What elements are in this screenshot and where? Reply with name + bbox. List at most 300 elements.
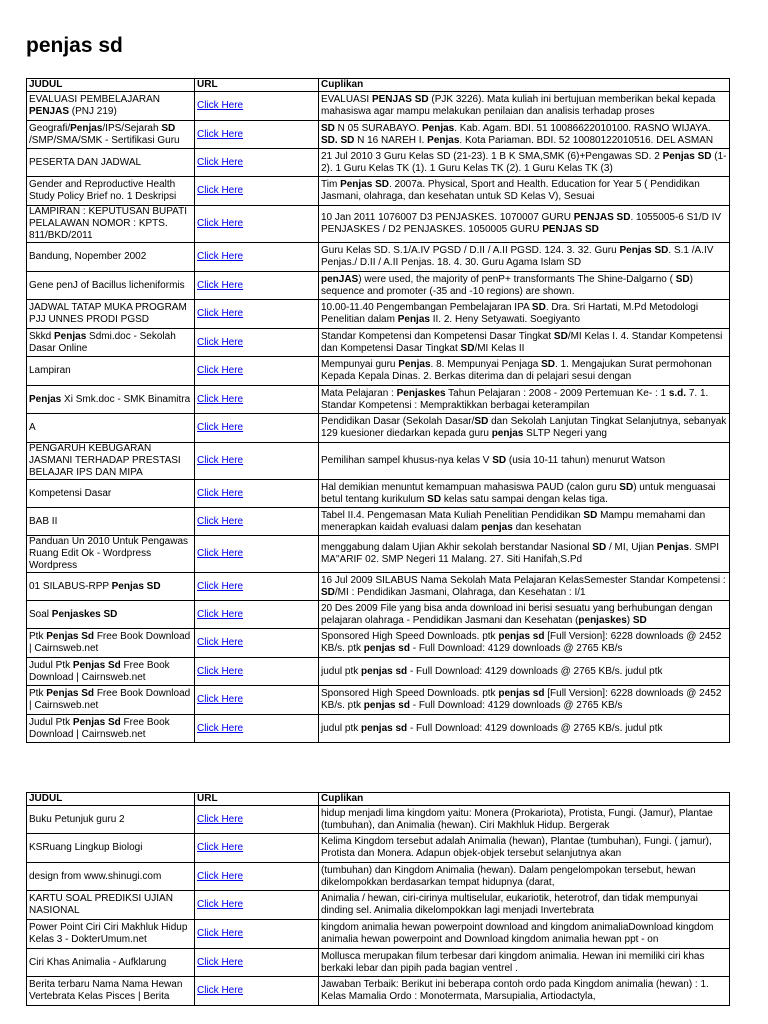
text-run: Judul Ptk — [29, 716, 73, 728]
cell-judul — [27, 121, 195, 149]
cell-cuplikan — [319, 806, 730, 834]
table-row — [27, 480, 730, 508]
text-run: SLTP Negeri yang — [523, 428, 607, 439]
text-run: design from www.shinugi.com — [29, 870, 162, 882]
cell-judul — [27, 92, 195, 121]
text-run: . 1055005-6 S1/D IV PENJASKES / D2 PENJASKES. 1050005 GURU — [321, 212, 722, 235]
click-here-link[interactable]: Click Here — [197, 185, 244, 196]
cell-url — [195, 536, 319, 573]
text-run: Bandung, Nopember 2002 — [29, 251, 147, 262]
text-run: 10.00-11.40 Pengembangan Pembelajaran IPA — [321, 302, 532, 313]
table-row — [27, 573, 730, 601]
table-row — [27, 536, 730, 573]
table-row — [27, 863, 730, 891]
cell-cuplikan — [319, 92, 730, 121]
text-run: SD — [632, 614, 647, 626]
header-url: URL — [195, 793, 319, 806]
click-here-link[interactable]: Click Here — [197, 870, 244, 882]
text-run: . 8. Mempunyai Penjaga — [430, 359, 542, 370]
text-run: Standar Kompetensi dan Kompetensi Dasar Tingkat — [321, 330, 554, 342]
text-run: BAB II — [29, 515, 58, 527]
text-run: . 2007a. Physical, Sport and Health. Education for Year 5 ( Pendidikan Jasmani, olahraga, dan kesehatan untuk SD Kelas V), Sesuai — [321, 179, 700, 202]
text-run: SD — [553, 330, 568, 342]
table-row — [27, 443, 730, 480]
text-run: - Full Download: 4129 downloads @ 2765 KB/s. judul ptk — [407, 722, 663, 734]
cell-judul — [27, 806, 195, 834]
text-run: . Dra. Sri Hartati, M.Pd Metodologi Penelitian dalam — [321, 302, 699, 325]
text-run: penjas sd — [498, 688, 545, 699]
text-run: Penjas SD — [662, 150, 712, 162]
click-here-link[interactable]: Click Here — [197, 899, 244, 910]
text-run: penjas — [481, 521, 513, 533]
text-run: Penjas — [54, 330, 87, 342]
cell-cuplikan — [319, 863, 730, 891]
cell-judul — [27, 658, 195, 686]
text-run: KARTU SOAL PREDIKSI UJIAN NASIONAL — [29, 893, 173, 916]
cell-url — [195, 834, 319, 863]
text-run: Pendidikan Dasar (Sekolah Dasar/ — [321, 416, 475, 427]
text-run: A — [29, 422, 36, 433]
table-row — [27, 891, 730, 920]
text-run: penjas — [491, 428, 524, 439]
page-title: penjas sd — [26, 34, 123, 57]
text-run: 10 Jan 2011 1076007 D3 PENJASKES. 1070007 GURU — [321, 212, 574, 223]
text-run: Lampiran — [29, 365, 71, 376]
cell-url — [195, 686, 319, 715]
click-here-link[interactable]: Click Here — [197, 487, 244, 499]
text-run: Penjas Sd — [46, 688, 95, 699]
text-run: Gender and Reproductive Health Study Policy Brief no. 1 Deskripsi — [29, 179, 177, 202]
text-run: (tumbuhan) dan Kingdom Animalia (hewan). Dalam pengelompokan tersebut, hewan dikelompokkan berdasarkan tempat hidupnya (darat, — [321, 864, 696, 888]
text-run: /MI : Pendidikan Jasmani, Olahraga, dan Kesehatan : I/1 — [334, 586, 586, 598]
text-run: LAMPIRAN : KEPUTUSAN BUPATI PELALAWAN NOMOR : KPTS. 811/BKD/2011 — [29, 206, 187, 241]
text-run: Ptk — [29, 631, 47, 642]
click-here-link[interactable]: Click Here — [197, 100, 244, 111]
cell-cuplikan — [319, 536, 730, 573]
cell-judul — [27, 329, 195, 357]
text-run: 21 Jul 2010 3 Guru Kelas SD (21-23). 1 B K SMA,SMK (6)+Pengawas SD. 2 — [321, 150, 663, 162]
text-run: Penjas — [427, 134, 460, 146]
text-run: Sponsored High Speed Downloads. ptk — [321, 631, 499, 642]
cell-url — [195, 357, 319, 386]
text-run: Mata Pelajaran : — [321, 387, 397, 399]
text-run: - Full Download: 4129 downloads @ 2765 KB/s — [409, 700, 623, 711]
table-row — [27, 601, 730, 629]
cell-cuplikan — [319, 386, 730, 414]
text-run: SD — [531, 302, 546, 313]
text-run: Xi Smk.doc - SMK Binamitra — [61, 393, 191, 405]
cell-judul — [27, 300, 195, 329]
cell-url — [195, 977, 319, 1006]
cell-judul — [27, 206, 195, 243]
text-run: II. 2. Heny Setyawati. Soegiyanto — [429, 314, 581, 325]
table-row — [27, 414, 730, 443]
cell-url — [195, 243, 319, 272]
cell-url — [195, 206, 319, 243]
cell-cuplikan — [319, 272, 730, 300]
cell-url — [195, 508, 319, 536]
text-run: Animalia / hewan, ciri-cirinya multiselular, eukariotik, heterotrof, dan tidak mempunyai dinding sel. Animalia dikelompokkan lagi menjadi Invertebrata — [321, 893, 698, 916]
text-run: . Kota Pariaman. BDI. 52 10080122010516. DEL ASMAN — [459, 134, 714, 146]
cell-url — [195, 573, 319, 601]
table-row — [27, 629, 730, 658]
text-run: - Full Download: 4129 downloads @ 2765 KB/s — [409, 643, 623, 654]
text-run: judul ptk — [321, 665, 362, 677]
text-run: penjaskes — [578, 614, 627, 626]
text-run: SD — [675, 273, 690, 285]
table-row — [27, 715, 730, 743]
cell-judul — [27, 977, 195, 1006]
cell-cuplikan — [319, 121, 730, 149]
header-cuplikan: Cuplikan — [319, 793, 730, 806]
cell-url — [195, 329, 319, 357]
cell-url — [195, 386, 319, 414]
text-run: SD — [541, 359, 556, 370]
table-row — [27, 357, 730, 386]
table-row — [27, 806, 730, 834]
text-run: dan Sekolah Lanjutan Tingkat Selanjutnya, sebanyak 129 kuesioner diedarkan kepada guru — [321, 416, 727, 439]
text-run: Buku Petunjuk guru 2 — [29, 813, 125, 825]
text-run: Kompetensi Dasar — [29, 487, 112, 499]
text-run: penjas sd — [361, 722, 408, 734]
cell-cuplikan — [319, 658, 730, 686]
text-run: Free Book Download | Cairnsweb.net — [29, 716, 170, 740]
click-here-link[interactable]: Click Here — [197, 694, 244, 705]
text-run: SD. SD — [321, 134, 355, 146]
cell-cuplikan — [319, 329, 730, 357]
text-run: Sdmi.doc - Sekolah Dasar Online — [29, 330, 176, 354]
cell-url — [195, 414, 319, 443]
cell-url — [195, 149, 319, 177]
text-run: Penjas — [29, 393, 62, 405]
text-run: (PNJ 219) — [69, 106, 117, 117]
text-run: Soal — [29, 608, 52, 620]
cell-judul — [27, 686, 195, 715]
cell-judul — [27, 920, 195, 949]
results-table-1 — [26, 78, 730, 743]
text-run: Penjas — [397, 314, 430, 325]
cell-url — [195, 601, 319, 629]
cell-cuplikan — [319, 686, 730, 715]
table-row — [27, 949, 730, 977]
cell-url — [195, 177, 319, 206]
text-run: SD — [427, 493, 442, 505]
text-run: s.d. — [668, 387, 687, 399]
text-run: penjas sd — [363, 643, 410, 654]
click-here-link[interactable]: Click Here — [197, 128, 244, 140]
text-run: N 05 SURABAYO. — [334, 122, 422, 134]
table-header-row — [27, 79, 730, 92]
text-run: Sponsored High Speed Downloads. ptk — [321, 688, 499, 699]
text-run: menggabung dalam Ujian Akhir sekolah berstandar Nasional — [321, 542, 593, 553]
text-run: Mempunyai guru — [321, 359, 399, 370]
cell-judul — [27, 508, 195, 536]
text-run: . S.1 /A.IV Penjas./ D.II / A.II Penjas. 18. 4. 30. Guru Agama Islam SD — [321, 245, 714, 268]
text-run: SD — [592, 542, 607, 553]
text-run: ) sequence and promoter (-35 and -10 regions) are shown. — [321, 273, 693, 297]
text-run: Penjas Sd — [72, 716, 121, 728]
text-run: Panduan Un 2010 Untuk Pengawas Ruang Edit Ok - Wordpress Wordpress — [29, 536, 189, 571]
text-run: ) untuk menguasai betul tentang kurikulum — [321, 481, 716, 505]
cell-judul — [27, 573, 195, 601]
cell-judul — [27, 834, 195, 863]
text-run: SD — [161, 122, 176, 134]
table-row — [27, 300, 730, 329]
cell-cuplikan — [319, 300, 730, 329]
text-run: Penjas SD — [111, 580, 161, 592]
click-here-link[interactable]: Click Here — [197, 985, 244, 996]
cell-judul — [27, 629, 195, 658]
click-here-link[interactable]: Click Here — [197, 365, 244, 376]
text-run: Penjaskes — [396, 387, 446, 399]
click-here-link[interactable]: Click Here — [197, 251, 244, 262]
text-run: Penjas — [656, 542, 690, 553]
table-row — [27, 272, 730, 300]
table-row — [27, 508, 730, 536]
text-run: penjas sd — [498, 631, 545, 642]
text-run: Mollusca merupakan filum terbesar dari kingdom animalia. Hewan ini memiliki ciri khas berkaki lebar dan pipih pada bagian ventrel . — [321, 950, 705, 974]
cell-url — [195, 92, 319, 121]
table-header-row — [27, 793, 730, 806]
table-row — [27, 206, 730, 243]
text-run: Tahun Pelajaran : 2008 - 2009 Pertemuan Ke- : 1 — [445, 387, 669, 399]
cell-cuplikan — [319, 357, 730, 386]
click-here-link[interactable]: Click Here — [197, 956, 244, 968]
click-here-link[interactable]: Click Here — [197, 393, 244, 405]
text-run: [Full Version]: 6228 downloads @ 2452 KB/s. ptk — [321, 631, 722, 654]
text-run: kelas satu sampai dengan kelas tiga. — [441, 493, 608, 505]
cell-url — [195, 443, 319, 480]
text-run: Penjas — [421, 122, 455, 134]
text-run: dan kesehatan — [512, 521, 582, 533]
cell-cuplikan — [319, 177, 730, 206]
text-run: - Full Download: 4129 downloads @ 2765 KB/s. judul ptk — [407, 665, 663, 677]
text-run: SD — [460, 342, 475, 354]
text-run: Penjaskes SD — [51, 608, 118, 620]
text-run: /MI Kelas I. 4. Standar Kompetensi dan Kompetensi Dasar Tingkat — [321, 330, 723, 354]
text-run: 20 Des 2009 File yang bisa anda download ini berisi sesuatu yang berhubungan dengan pelajaran olahraga - Pendidikan Jasmani dan Kesehatan ( — [321, 602, 713, 626]
text-run: / MI, Ujian — [606, 542, 657, 553]
text-run: . Kab. Agam. BDI. 51 10086622010100. RASNO WIJAYA. — [454, 122, 711, 134]
table-row — [27, 686, 730, 715]
text-run: Guru Kelas SD. S.1/A.IV PGSD / D.II / A.II PGSD. 124. 3. 32. Guru — [321, 245, 620, 256]
text-run: hidup menjadi lima kingdom yaitu: Monera (Prokariota), Protista, Fungi. (Jamur), Plantae (tumbuhan), dan Animalia (hewan). Ciri Makhluk Hidup. Bergerak — [321, 807, 713, 831]
text-run: (1-2). 1 Guru Kelas TK (1). 1 Guru Kelas TK (2). 1 Guru Kelas TK (3) — [321, 150, 727, 174]
cell-judul — [27, 949, 195, 977]
text-run: Mampu memahami dan menerapkan kaidah evaluasi dalam — [321, 509, 706, 533]
cell-cuplikan — [319, 601, 730, 629]
cell-cuplikan — [319, 243, 730, 272]
cell-cuplikan — [319, 949, 730, 977]
text-run: Hal demikian menuntut kemampuan mahasiswa PAUD (calon guru — [321, 481, 620, 493]
text-run: PENJAS SD — [573, 212, 631, 223]
cell-judul — [27, 536, 195, 573]
click-here-link[interactable]: Click Here — [197, 842, 244, 853]
text-run: Free Book Download | Cairnsweb.net — [29, 631, 191, 654]
text-run: KSRuang Lingkup Biologi — [29, 842, 143, 853]
click-here-link[interactable]: Click Here — [197, 608, 244, 620]
table-row — [27, 658, 730, 686]
cell-url — [195, 715, 319, 743]
click-here-link[interactable]: Click Here — [197, 665, 244, 677]
text-run: (usia 10-11 tahun) menurut Watson — [506, 455, 666, 466]
text-run: . SMPI MA"ARIF 02. SMP Negeri 11 Malang. 27. Siti Hanifah,S.Pd — [321, 542, 720, 565]
cell-judul — [27, 480, 195, 508]
text-run: Kelima Kingdom tersebut adalah Animalia (hewan), Plantae (tumbuhan), Fungi. ( jamur), Protista dan Monera. Adapun objek-objek tersebut selanjutnya akan — [321, 836, 712, 859]
text-run: /MI Kelas II — [474, 342, 525, 354]
cell-url — [195, 806, 319, 834]
cell-judul — [27, 177, 195, 206]
text-run: (PJK 3226). Mata kuliah ini bertujuan memberikan bekal kepada mahasiswa agar mampu melakukan penilaian dan analisis terhadap proses — [321, 94, 716, 117]
text-run: Tabel II.4. Pengemasan Mata Kuliah Penelitian Pendidikan — [321, 509, 584, 521]
text-run: [Full Version]: 6228 downloads @ 2452 KB/s. ptk — [321, 688, 722, 711]
header-cuplikan: Cuplikan — [319, 79, 730, 92]
click-here-link[interactable]: Click Here — [197, 308, 244, 319]
cell-cuplikan — [319, 149, 730, 177]
table-row — [27, 834, 730, 863]
cell-cuplikan — [319, 834, 730, 863]
click-here-link[interactable]: Click Here — [197, 722, 244, 734]
click-here-link[interactable]: Click Here — [197, 422, 244, 433]
text-run: /SMP/SMA/SMK - Sertifikasi Guru — [29, 134, 180, 146]
text-run: judul ptk — [321, 722, 362, 734]
cell-url — [195, 658, 319, 686]
table-row — [27, 386, 730, 414]
text-run: EVALUASI PEMBELAJARAN — [29, 94, 160, 105]
table-row — [27, 920, 730, 949]
cell-url — [195, 920, 319, 949]
text-run: Geografi/ — [29, 122, 71, 134]
table-row — [27, 121, 730, 149]
cell-judul — [27, 149, 195, 177]
cell-url — [195, 121, 319, 149]
text-run: PENJAS — [29, 106, 70, 117]
header-url: URL — [195, 79, 319, 92]
text-run: Tim — [321, 179, 341, 190]
cell-judul — [27, 601, 195, 629]
text-run: penjas sd — [363, 700, 410, 711]
text-run: penJAS — [321, 273, 359, 285]
text-run: penjas sd — [361, 665, 408, 677]
results-table-2 — [26, 792, 730, 1006]
cell-url — [195, 949, 319, 977]
click-here-link[interactable]: Click Here — [197, 580, 244, 592]
text-run: N 16 NAREH I. — [354, 134, 428, 146]
text-run: SD — [619, 481, 634, 493]
text-run: Penjas Sd — [72, 659, 121, 671]
click-here-link[interactable]: Click Here — [197, 156, 244, 168]
text-run: Penjas — [70, 122, 103, 134]
text-run: SD — [492, 455, 507, 466]
cell-judul — [27, 272, 195, 300]
text-run: Free Book Download | Cairnsweb.net — [29, 659, 170, 683]
cell-cuplikan — [319, 573, 730, 601]
text-run: SD — [321, 586, 335, 598]
cell-judul — [27, 443, 195, 480]
table-row — [27, 329, 730, 357]
click-here-link[interactable]: Click Here — [197, 637, 244, 648]
cell-judul — [27, 357, 195, 386]
table-row — [27, 977, 730, 1006]
table-row — [27, 243, 730, 272]
cell-cuplikan — [319, 977, 730, 1006]
cell-cuplikan — [319, 206, 730, 243]
cell-judul — [27, 715, 195, 743]
text-run: SD — [583, 509, 598, 521]
text-run: 01 SILABUS-RPP — [29, 580, 112, 592]
text-run: Gene penJ of Bacillus licheniformis — [29, 279, 185, 291]
cell-url — [195, 863, 319, 891]
cell-judul — [27, 863, 195, 891]
text-run: Penjas — [398, 359, 431, 370]
text-run: Penjas SD — [619, 245, 669, 256]
text-run: JADWAL TATAP MUKA PROGRAM PJJ UNNES PRODI PGSD — [29, 302, 187, 325]
cell-url — [195, 891, 319, 920]
cell-cuplikan — [319, 480, 730, 508]
cell-judul — [27, 891, 195, 920]
click-here-link[interactable]: Click Here — [197, 336, 244, 348]
text-run: Power Point Ciri Ciri Makhluk Hidup Kelas 3 - DokterUmum.net — [29, 922, 188, 945]
text-run: PENGARUH KEBUGARAN JASMANI TERHADAP PRESTASI BELAJAR IPS DAN MIPA — [29, 443, 181, 478]
cell-cuplikan — [319, 443, 730, 480]
text-run: Ptk — [29, 688, 47, 699]
cell-cuplikan — [319, 891, 730, 920]
header-judul: JUDUL — [27, 793, 195, 806]
cell-judul — [27, 386, 195, 414]
click-here-link[interactable]: Click Here — [197, 218, 244, 229]
text-run: ) — [626, 614, 633, 626]
cell-judul — [27, 243, 195, 272]
text-run: . 1. Mengajukan Surat permohonan Kepada Kepala Dinas. 2. Berkas diterima dan di pelajari sesui dengan — [321, 359, 712, 382]
text-run: Pemilihan sampel khusus-nya kelas V — [321, 455, 493, 466]
click-here-link[interactable]: Click Here — [197, 455, 244, 466]
text-run: Penjas SD — [340, 179, 389, 190]
text-run: ) were used, the majority of penP+ transformants The Shine-Dalgarno ( — [358, 273, 676, 285]
text-run: Jawaban Terbaik: Berikut ini beberapa contoh ordo pada Kingdom animalia (hewan) : 1. Kelas Mamalia Ordo : Monotermata, Marsupialia, Artiodactyla, — [321, 979, 709, 1002]
table-row — [27, 149, 730, 177]
click-here-link[interactable]: Click Here — [197, 548, 244, 559]
text-run: 16 Jul 2009 SILABUS Nama Sekolah Mata Pelajaran KelasSemester Standar Kompetensi : — [321, 574, 726, 586]
table-row — [27, 177, 730, 206]
cell-cuplikan — [319, 715, 730, 743]
click-here-link[interactable]: Click Here — [197, 279, 244, 291]
text-run: Ciri Khas Animalia - Aufklarung — [29, 956, 167, 968]
click-here-link[interactable]: Click Here — [197, 813, 244, 825]
text-run: PENJAS SD — [542, 224, 599, 235]
cell-url — [195, 629, 319, 658]
cell-judul — [27, 414, 195, 443]
text-run: Skkd — [29, 330, 55, 342]
text-run: Free Book Download | Cairnsweb.net — [29, 688, 191, 711]
text-run: PENJAS SD — [371, 94, 429, 105]
click-here-link[interactable]: Click Here — [197, 928, 244, 939]
cell-url — [195, 272, 319, 300]
text-run: EVALUASI — [321, 94, 372, 105]
text-run: kingdom animalia hewan powerpoint download and kingdom animaliaDownload kingdom animalia hewan powerpoint and Download kingdom animalia hewan ppt - on — [321, 922, 714, 945]
text-run: /IPS/Sejarah — [102, 122, 162, 134]
text-run: SD — [321, 122, 335, 134]
text-run: Berita terbaru Nama Nama Hewan Vertebrata Kelas Pisces | Berita — [29, 979, 183, 1002]
text-run: Penjas Sd — [46, 631, 95, 642]
results-table-1-body — [27, 92, 730, 743]
click-here-link[interactable]: Click Here — [197, 515, 244, 527]
text-run: 7. 1. Standar Kompetensi : Mempraktikkan berbagai keterampilan — [321, 387, 709, 411]
cell-cuplikan — [319, 414, 730, 443]
cell-cuplikan — [319, 508, 730, 536]
text-run: Judul Ptk — [29, 659, 73, 671]
cell-cuplikan — [319, 920, 730, 949]
cell-url — [195, 300, 319, 329]
